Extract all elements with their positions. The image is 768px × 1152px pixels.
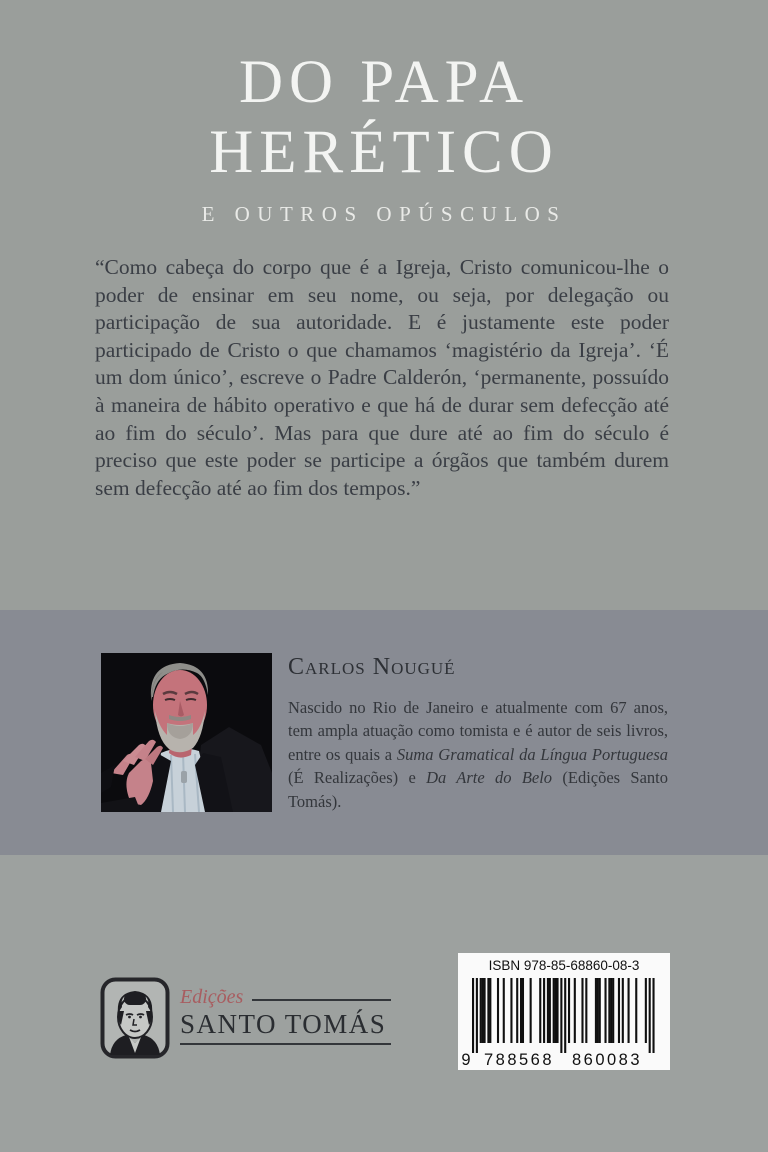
publisher-wordmark (180, 986, 391, 1045)
imprint-label: Edições (180, 986, 244, 1008)
book-subtitle: E OUTROS OPÚSCULOS (201, 202, 567, 226)
barcode-digit-group-2: 788568 (483, 1051, 555, 1069)
imprint-rule (252, 999, 391, 1001)
title-block (0, 48, 768, 227)
barcode-image (458, 953, 670, 1070)
publisher-section (0, 855, 768, 1152)
author-name: Carlos Nougué (288, 654, 456, 680)
author-bio: Nascido no Rio de Janeiro e atualmente com 67 anos, tem ampla atuação como tomista e é autor de seis livros, entre os quais a Suma Gramatical da Língua Portuguesa (É Realizações) e Da Arte do Belo (Edições Santo Tomás). (288, 698, 668, 811)
author-photo-image (101, 653, 272, 812)
author-section (0, 610, 768, 855)
publisher-name: SANTO TOMÁS (180, 1009, 387, 1039)
back-cover-quote: “Como cabeça do corpo que é a Igreja, Cristo comunicou-lhe o poder de ensinar em seu nome, ou seja, por delegação ou participação de sua autoridade. E é justamente este poder participado de Cristo o que chamamos ‘magistério da Igreja’. ‘É um dom único’, escreve o Padre Calderón, ‘permanente, possuído à maneira de hábito operativo e que há de durar sem defecção até ao fim do século’. Mas para que dure até ao fim do século é preciso que este poder se participe a órgãos que também durem sem defecção até ao fim dos tempos.” (95, 255, 669, 500)
barcode-digit-group-3: 860083 (571, 1051, 643, 1069)
barcode-digit-group-1: 9 (461, 1051, 471, 1069)
publisher-monk-icon (100, 977, 170, 1059)
publisher-rule (180, 1043, 391, 1045)
isbn-label: ISBN 978-85-68860-08-3 (488, 958, 640, 973)
book-title-line2: HERÉTICO (209, 119, 559, 186)
book-title-line1: DO PAPA (238, 49, 530, 116)
